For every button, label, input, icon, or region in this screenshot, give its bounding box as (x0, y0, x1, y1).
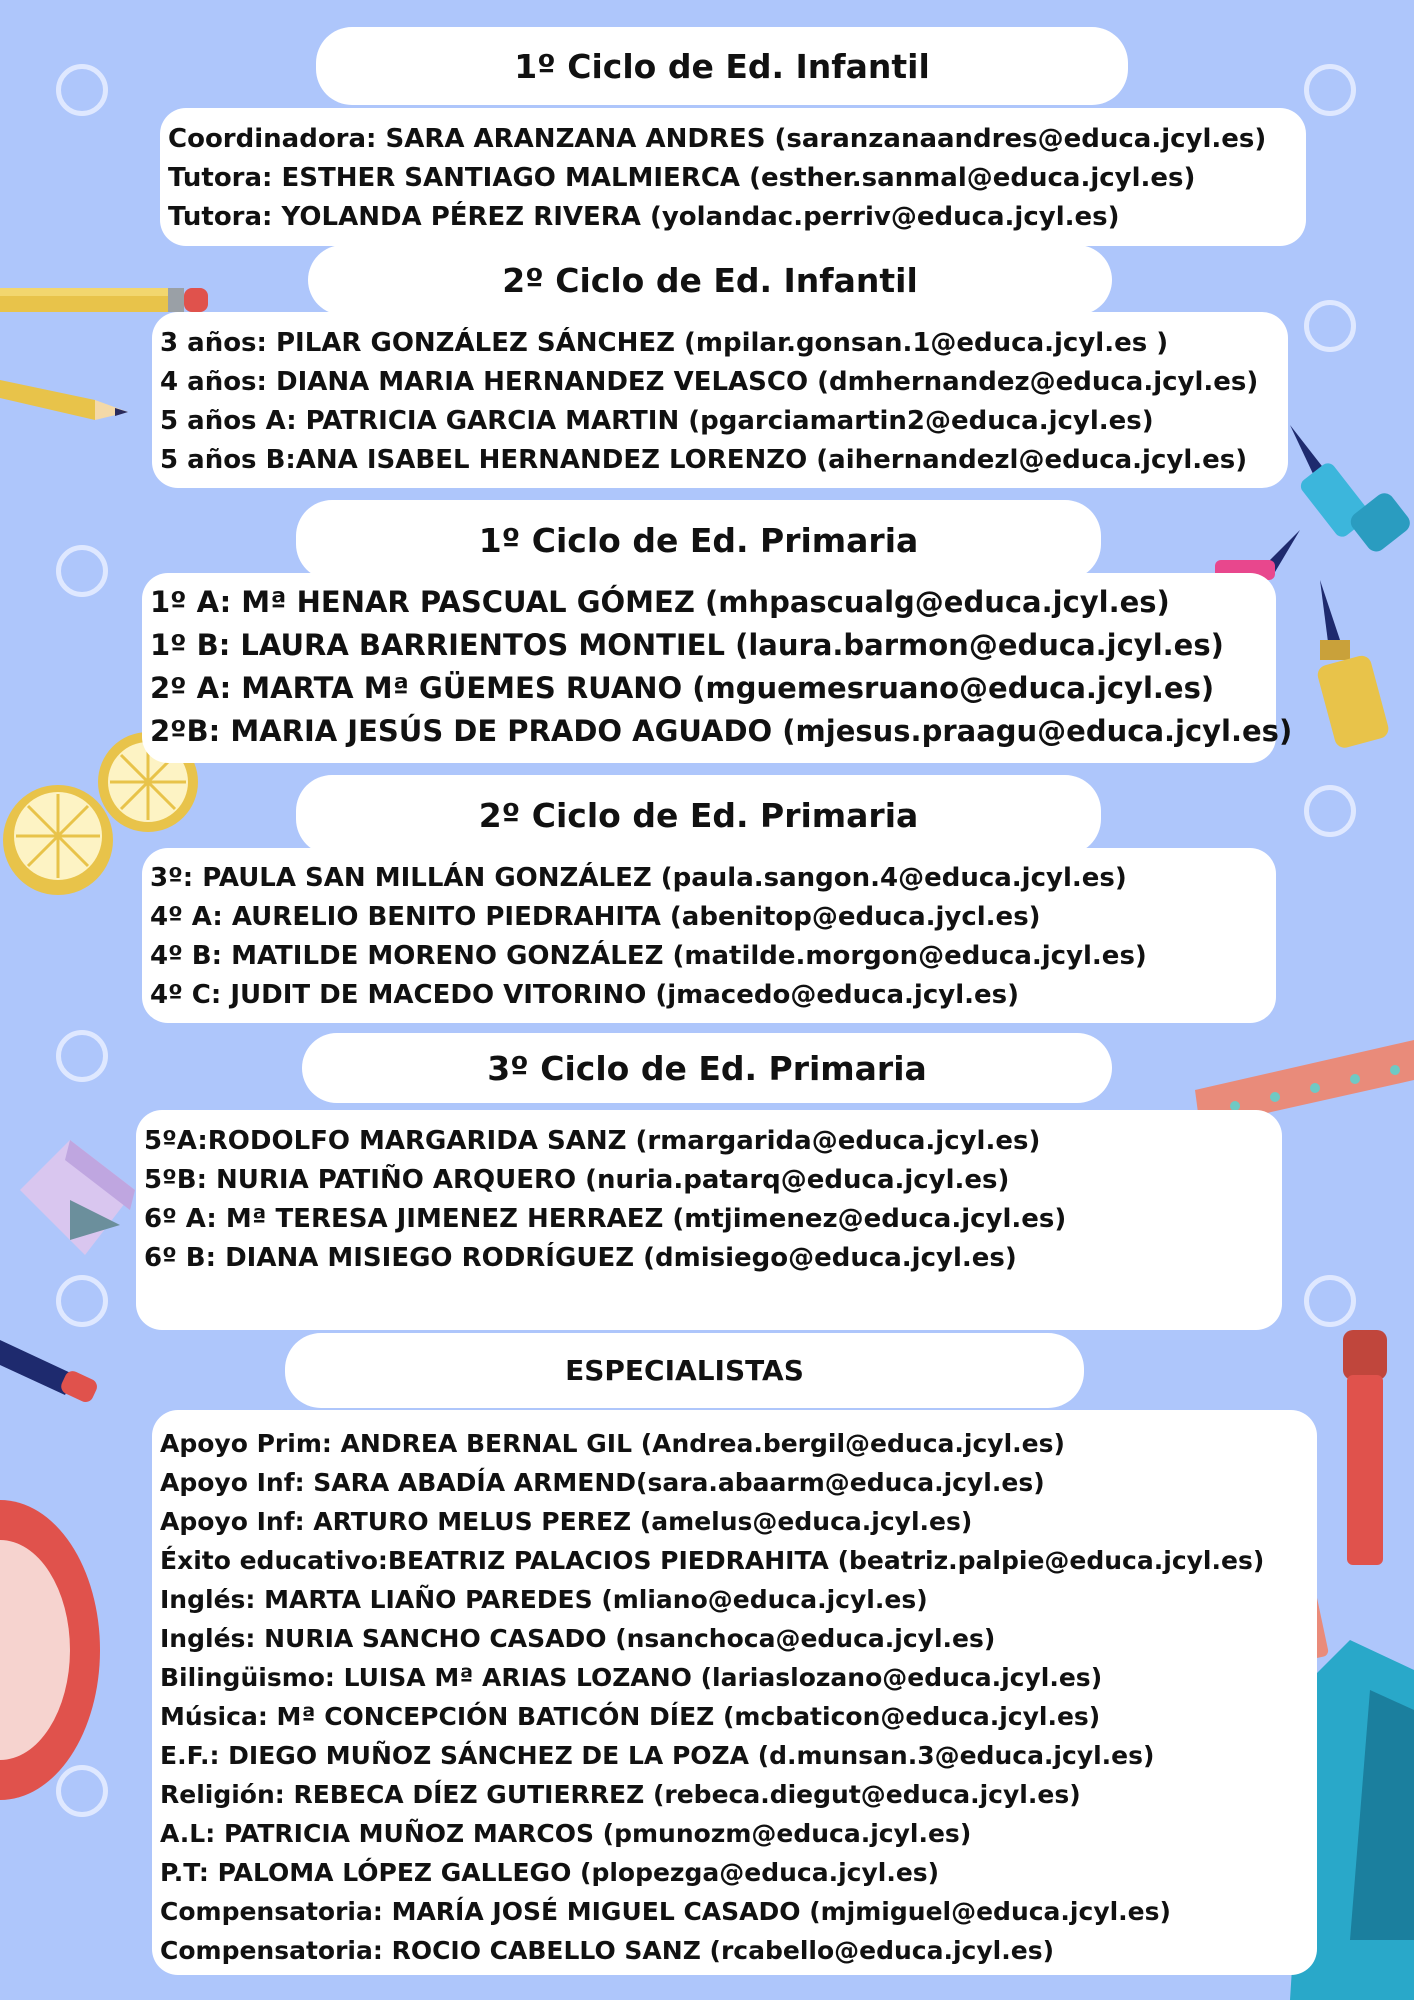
staff-entry: Compensatoria: ROCIO CABELLO SANZ (rcabello@educa.jcyl.es) (160, 1936, 1054, 1965)
staff-entry: Compensatoria: MARÍA JOSÉ MIGUEL CASADO (mjmiguel@educa.jcyl.es) (160, 1897, 1171, 1926)
staff-entry: Inglés: MARTA LIAÑO PAREDES (mliano@educa.jcyl.es) (160, 1585, 928, 1614)
staff-entry: Éxito educativo:BEATRIZ PALACIOS PIEDRAHITA (beatriz.palpie@educa.jcyl.es) (160, 1546, 1265, 1575)
staff-entry: 6º A: Mª TERESA JIMENEZ HERRAEZ (mtjimenez@educa.jcyl.es) (144, 1204, 1067, 1234)
staff-entry: 5ºA:RODOLFO MARGARIDA SANZ (rmargarida@educa.jcyl.es) (144, 1126, 1041, 1156)
section-title: 2º Ciclo de Ed. Infantil (308, 245, 1112, 315)
staff-entry: Apoyo Prim: ANDREA BERNAL GIL (Andrea.bergil@educa.jcyl.es) (160, 1429, 1065, 1458)
marker-icon (1335, 1330, 1395, 1570)
section-panel (136, 1110, 1282, 1330)
staff-entry: 4º A: AURELIO BENITO PIEDRAHITA (abenitop@educa.jycl.es) (150, 902, 1041, 932)
pen-icon (1300, 580, 1400, 750)
staff-entry: 3 años: PILAR GONZÁLEZ SÁNCHEZ (mpilar.gonsan.1@educa.jcyl.es ) (160, 328, 1169, 358)
staff-entry: Apoyo Inf: SARA ABADÍA ARMEND(sara.abaarm@educa.jcyl.es) (160, 1468, 1045, 1497)
section-title: 3º Ciclo de Ed. Primaria (302, 1033, 1112, 1103)
section-panel (152, 312, 1288, 488)
sharpener-icon (10, 1130, 140, 1270)
circle-decoration (1304, 1275, 1356, 1327)
section-title: 1º Ciclo de Ed. Infantil (316, 27, 1128, 105)
staff-entry: E.F.: DIEGO MUÑOZ SÁNCHEZ DE LA POZA (d.munsan.3@educa.jcyl.es) (160, 1741, 1155, 1770)
section-panel (142, 848, 1276, 1023)
staff-entry: Tutora: YOLANDA PÉREZ RIVERA (yolandac.perriv@educa.jcyl.es) (168, 202, 1120, 232)
staff-entry: 5 años B:ANA ISABEL HERNANDEZ LORENZO (aihernandezl@educa.jcyl.es) (160, 445, 1248, 475)
staff-entry: 1º B: LAURA BARRIENTOS MONTIEL (laura.barmon@educa.jcyl.es) (150, 628, 1224, 662)
staff-entry: 5 años A: PATRICIA GARCIA MARTIN (pgarciamartin2@educa.jcyl.es) (160, 406, 1154, 436)
staff-entry: Religión: REBECA DÍEZ GUTIERREZ (rebeca.diegut@educa.jcyl.es) (160, 1780, 1081, 1809)
staff-entry: Coordinadora: SARA ARANZANA ANDRES (saranzanaandres@educa.jcyl.es) (168, 124, 1267, 154)
pencil-icon (0, 370, 130, 430)
staff-entry: 2ºB: MARIA JESÚS DE PRADO AGUADO (mjesus.praagu@educa.jcyl.es) (150, 714, 1293, 748)
staff-entry: 1º A: Mª HENAR PASCUAL GÓMEZ (mhpascualg@educa.jcyl.es) (150, 585, 1170, 619)
circle-decoration (56, 545, 108, 597)
circle-decoration (56, 1030, 108, 1082)
circle-decoration (56, 64, 108, 116)
section-title: ESPECIALISTAS (285, 1333, 1084, 1408)
staff-entry: 4 años: DIANA MARIA HERNANDEZ VELASCO (dmhernandez@educa.jcyl.es) (160, 367, 1259, 397)
circle-decoration (1304, 300, 1356, 352)
staff-entry: 2º A: MARTA Mª GÜEMES RUANO (mguemesruano@educa.jcyl.es) (150, 671, 1215, 705)
staff-entry: 6º B: DIANA MISIEGO RODRÍGUEZ (dmisiego@educa.jcyl.es) (144, 1243, 1017, 1273)
section-title: 2º Ciclo de Ed. Primaria (296, 775, 1101, 855)
circle-decoration (1304, 64, 1356, 116)
protractor-icon (0, 1500, 110, 1810)
staff-entry: 3º: PAULA SAN MILLÁN GONZÁLEZ (paula.sangon.4@educa.jcyl.es) (150, 863, 1127, 893)
circle-decoration (56, 1275, 108, 1327)
circle-decoration (1304, 785, 1356, 837)
section-panel (142, 573, 1293, 763)
staff-entry: 4º C: JUDIT DE MACEDO VITORINO (jmacedo@educa.jcyl.es) (150, 980, 1019, 1010)
section-title: 1º Ciclo de Ed. Primaria (296, 500, 1101, 580)
staff-entry: Bilingüismo: LUISA Mª ARIAS LOZANO (lariaslozano@educa.jcyl.es) (160, 1663, 1103, 1692)
staff-entry: A.L: PATRICIA MUÑOZ MARCOS (pmunozm@educa.jcyl.es) (160, 1819, 972, 1848)
staff-entry: 4º B: MATILDE MORENO GONZÁLEZ (matilde.morgon@educa.jcyl.es) (150, 941, 1147, 971)
pencil-icon (0, 1340, 100, 1415)
staff-entry: Tutora: ESTHER SANTIAGO MALMIERCA (esther.sanmal@educa.jcyl.es) (168, 163, 1196, 193)
staff-entry: 5ºB: NURIA PATIÑO ARQUERO (nuria.patarq@educa.jcyl.es) (144, 1165, 1010, 1195)
section-panel (152, 1410, 1317, 1975)
staff-entry: Música: Mª CONCEPCIÓN BATICÓN DÍEZ (mcbaticon@educa.jcyl.es) (160, 1702, 1101, 1731)
staff-entry: Inglés: NURIA SANCHO CASADO (nsanchoca@educa.jcyl.es) (160, 1624, 996, 1653)
staff-entry: P.T: PALOMA LÓPEZ GALLEGO (plopezga@educa.jcyl.es) (160, 1858, 940, 1887)
staff-entry: Apoyo Inf: ARTURO MELUS PEREZ (amelus@educa.jcyl.es) (160, 1507, 973, 1536)
section-panel (160, 108, 1306, 246)
